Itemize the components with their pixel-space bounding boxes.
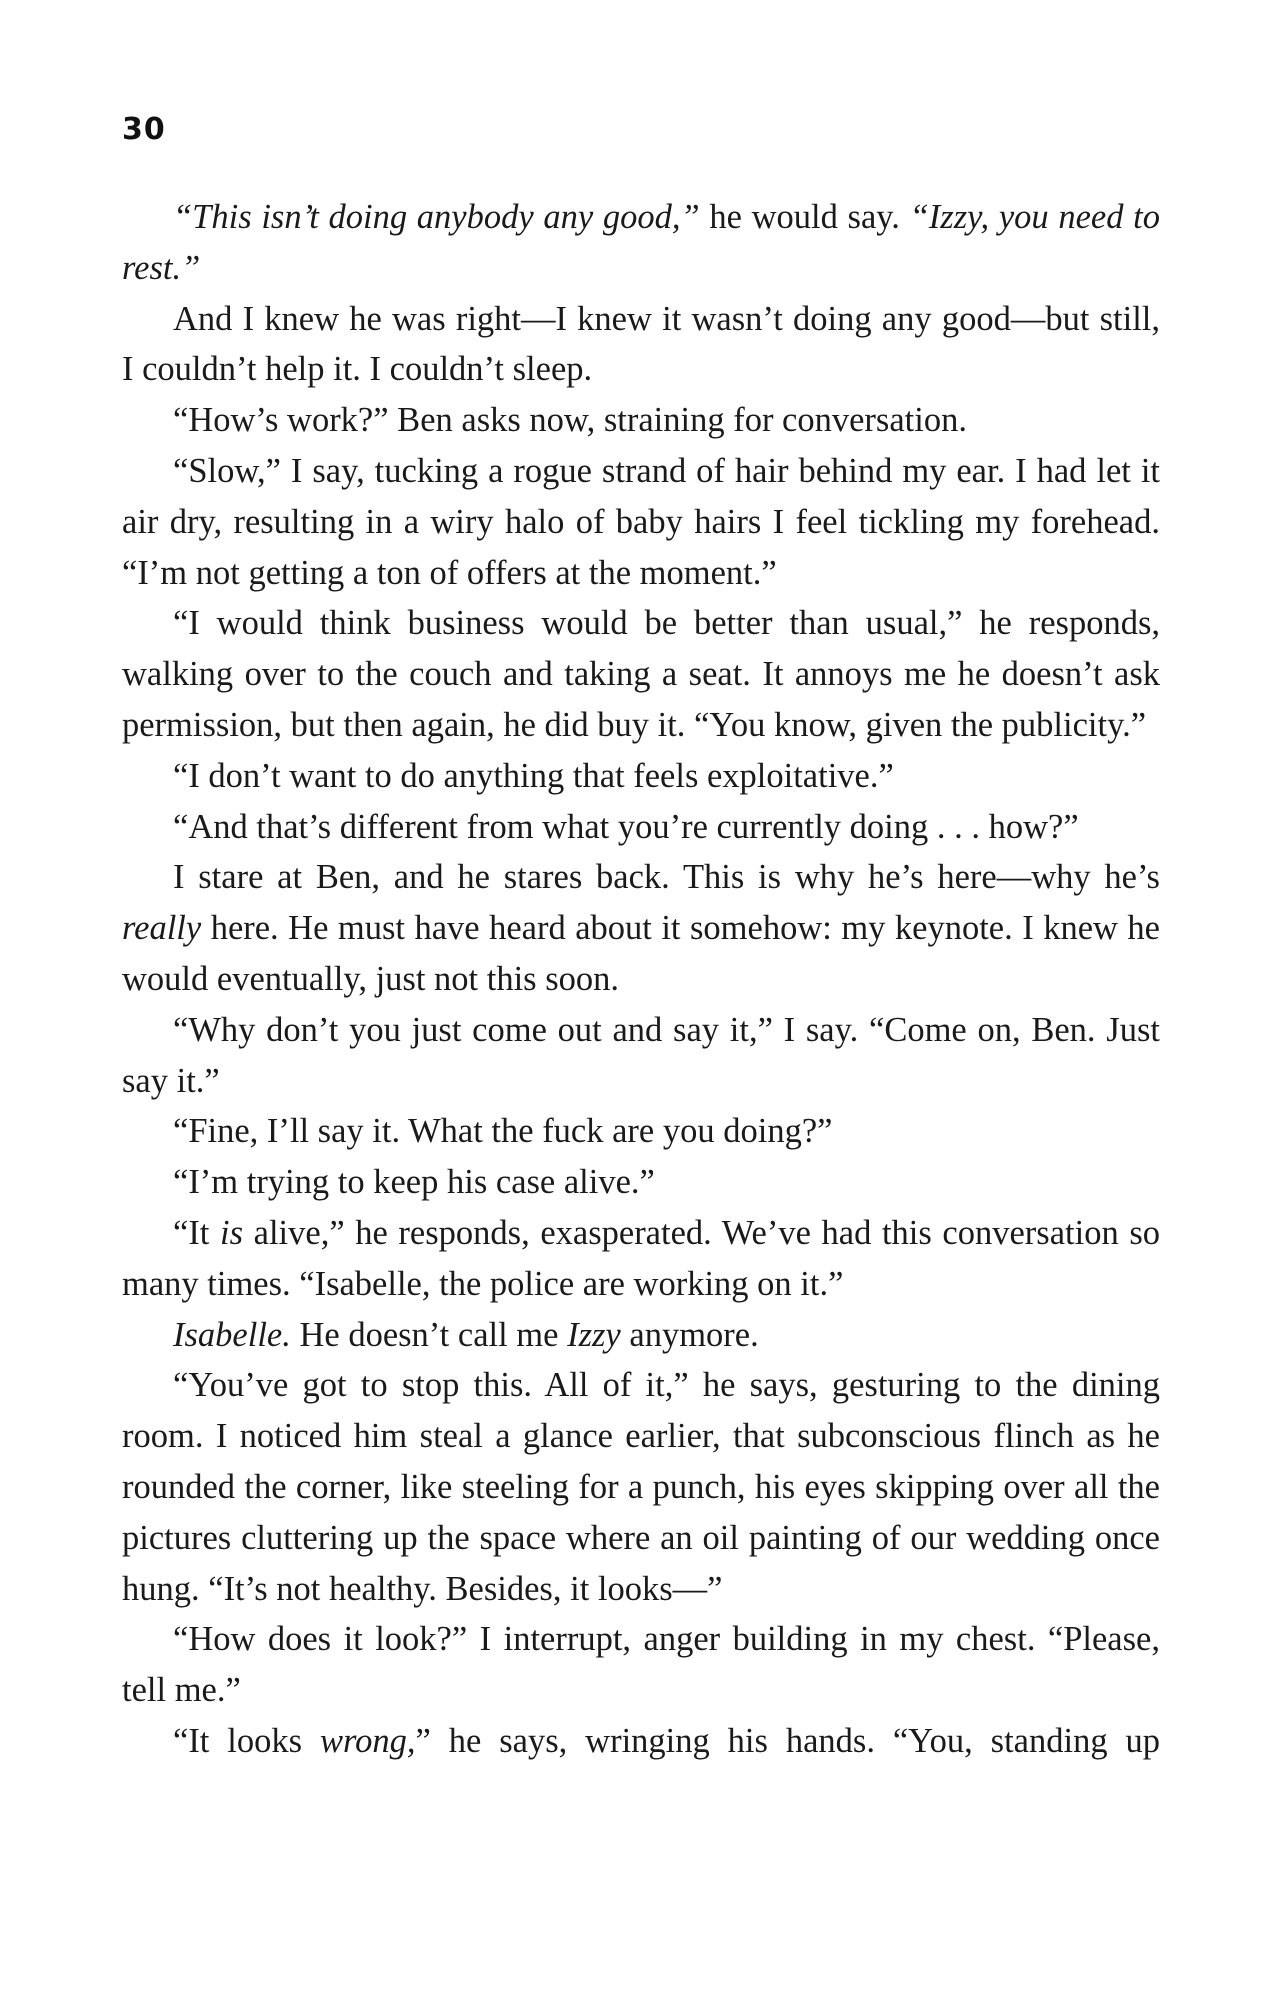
- paragraph: [122, 1614, 1160, 1716]
- text-run: “You’ve got to stop this. All of it,” he says, gesturing to the dining room. I noticed him steal a glance earlier, that subconscious flinch as he rounded the corner, like steeling for a punch, his eyes skipping over all the pictures cluttering up the space where an oil painting of our wedding once hung. “It’s not healthy. Besides, it looks—”: [122, 1366, 1160, 1608]
- text-run: ” he says, wringing his hands. “You, standing up: [415, 1721, 1160, 1760]
- paragraph: [122, 1106, 1160, 1157]
- text-run: “How’s work?” Ben asks now, straining for conversation.: [173, 401, 967, 440]
- page-number: 30: [122, 112, 166, 147]
- text-run: And I knew he was right—I knew it wasn’t doing any good—but still, I couldn’t help it. I couldn’t sleep.: [122, 299, 1160, 389]
- text-run: anymore.: [620, 1315, 759, 1354]
- text-run: “Fine, I’ll say it. What the fuck are you doing?”: [173, 1112, 833, 1151]
- paragraph: [122, 1157, 1160, 1208]
- paragraph: [122, 395, 1160, 446]
- paragraph: [122, 598, 1160, 750]
- text-run: “I would think business would be better than usual,” he responds, walking over to the couch and taking a seat. It annoys me he doesn’t ask permission, but then again, he did buy it. “You know, given the publicity.”: [122, 604, 1160, 744]
- text-run: really: [122, 909, 202, 948]
- paragraph: [122, 446, 1160, 598]
- text-run: “Slow,” I say, tucking a rogue strand of hair behind my ear. I had let it air dry, resulting in a wiry halo of baby hairs I feel tickling my forehead. “I’m not getting a ton of offers at the moment.”: [122, 451, 1160, 592]
- paragraph: [122, 294, 1160, 396]
- text-run: is: [220, 1213, 244, 1252]
- paragraph: [122, 852, 1160, 1004]
- paragraph: [122, 1310, 1160, 1361]
- paragraph: [122, 802, 1160, 853]
- paragraph: [122, 1716, 1160, 1767]
- paragraph: [122, 1005, 1160, 1107]
- text-run: “It: [173, 1213, 221, 1252]
- text-run: he would say.: [699, 198, 910, 236]
- paragraph: [122, 1208, 1160, 1310]
- text-run: “And that’s different from what you’re currently doing . . . how?”: [173, 807, 1079, 846]
- paragraph: [122, 751, 1160, 802]
- text-run: “How does it look?” I interrupt, anger building in my chest. “Please, tell me.”: [122, 1620, 1160, 1710]
- text-run: Isabelle.: [173, 1315, 291, 1354]
- text-run: “Why don’t you just come out and say it,” I say. “Come on, Ben. Just say it.”: [122, 1010, 1160, 1100]
- body-text: [122, 192, 1160, 1767]
- text-run: Izzy: [567, 1315, 621, 1354]
- text-run: alive,” he responds, exasperated. We’ve had this conversation so many times. “Isabelle, the police are working on it.”: [122, 1213, 1160, 1303]
- text-run: “This isn’t doing anybody any good,”: [173, 198, 700, 236]
- text-run: “Izzy, you need to rest.”: [122, 198, 1161, 287]
- text-run: wrong,: [319, 1721, 416, 1760]
- paragraph: [122, 1360, 1160, 1614]
- text-run: “I’m trying to keep his case alive.”: [173, 1163, 655, 1202]
- text-run: “It looks: [173, 1721, 320, 1760]
- paragraph: [122, 192, 1160, 294]
- text-run: here. He must have heard about it somehow: my keynote. I knew he would eventually, just not this soon.: [122, 909, 1160, 998]
- text-run: “I don’t want to do anything that feels exploitative.”: [173, 756, 894, 795]
- text-run: I stare at Ben, and he stares back. This is why he’s here—why he’s: [173, 858, 1160, 897]
- text-run: He doesn’t call me: [290, 1315, 568, 1354]
